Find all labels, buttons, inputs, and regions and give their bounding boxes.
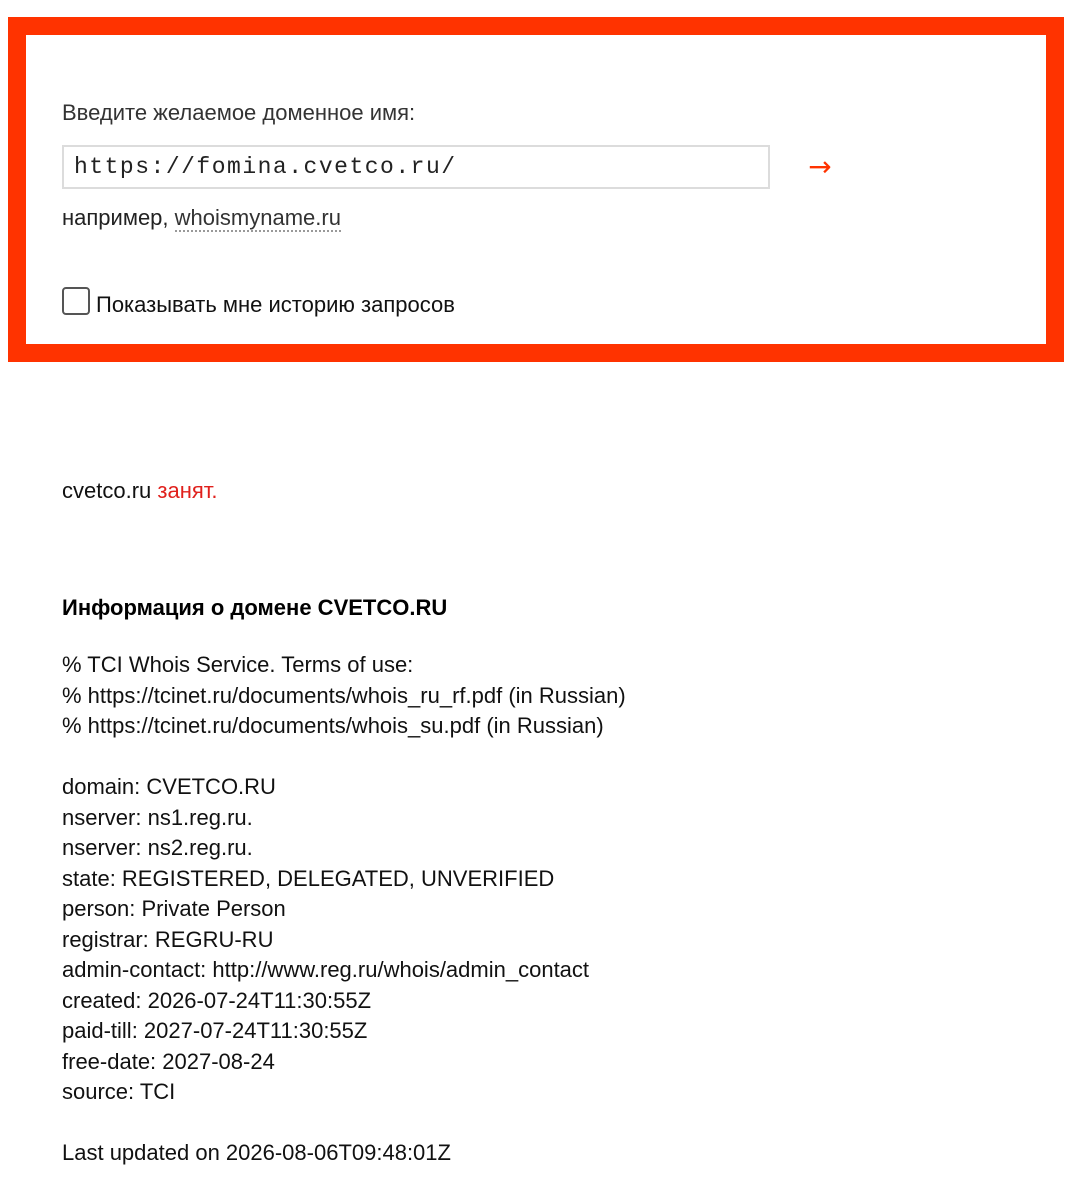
whois-record: state: REGISTERED, DELEGATED, UNVERIFIED xyxy=(62,865,555,891)
status-taken-label: занят. xyxy=(157,478,218,503)
domain-input[interactable] xyxy=(62,145,770,189)
whois-record: created: 2026-07-24T11:30:55Z xyxy=(62,987,372,1013)
submit-arrow-button[interactable]: → xyxy=(796,147,844,187)
history-label[interactable]: Показывать мне историю запросов xyxy=(96,292,455,317)
example-prefix: например, xyxy=(62,205,175,230)
history-checkbox[interactable] xyxy=(62,287,90,315)
domain-status xyxy=(62,476,218,506)
whois-terms-line: % https://tcinet.ru/documents/whois_ru_rf.pdf (in Russian) xyxy=(62,682,626,708)
whois-terms-line: % TCI Whois Service. Terms of use: xyxy=(62,652,414,677)
whois-output xyxy=(62,650,626,1169)
whois-record: domain: CVETCO.RU xyxy=(62,774,276,799)
status-domain: cvetco.ru xyxy=(62,478,152,503)
whois-terms-line: % https://tcinet.ru/documents/whois_su.pdf (in Russian) xyxy=(62,713,604,738)
domain-prompt-label: Введите желаемое доменное имя: xyxy=(62,100,416,125)
whois-record: registrar: REGRU-RU xyxy=(62,926,274,952)
whois-last-updated: Last updated on 2026-08-06T09:48:01Z xyxy=(62,1140,451,1165)
example-line xyxy=(62,203,341,233)
whois-record: nserver: ns2.reg.ru. xyxy=(62,835,253,860)
whois-record: admin-contact: http://www.reg.ru/whois/admin_contact xyxy=(62,957,590,982)
whois-record: paid-till: 2027-07-24T11:30:55Z xyxy=(62,1018,368,1043)
whois-spacer xyxy=(62,1108,626,1139)
whois-record: source: TCI xyxy=(62,1079,176,1104)
whois-record: person: Private Person xyxy=(62,896,286,921)
history-option[interactable] xyxy=(62,289,455,319)
domain-search-panel xyxy=(8,17,1064,362)
whois-record: free-date: 2027-08-24 xyxy=(62,1048,275,1074)
whois-spacer xyxy=(62,742,626,773)
example-domain-link[interactable]: whoismyname.ru xyxy=(174,205,341,230)
domain-info-heading: Информация о домене CVETCO.RU xyxy=(62,595,448,620)
whois-record: nserver: ns1.reg.ru. xyxy=(62,804,253,830)
